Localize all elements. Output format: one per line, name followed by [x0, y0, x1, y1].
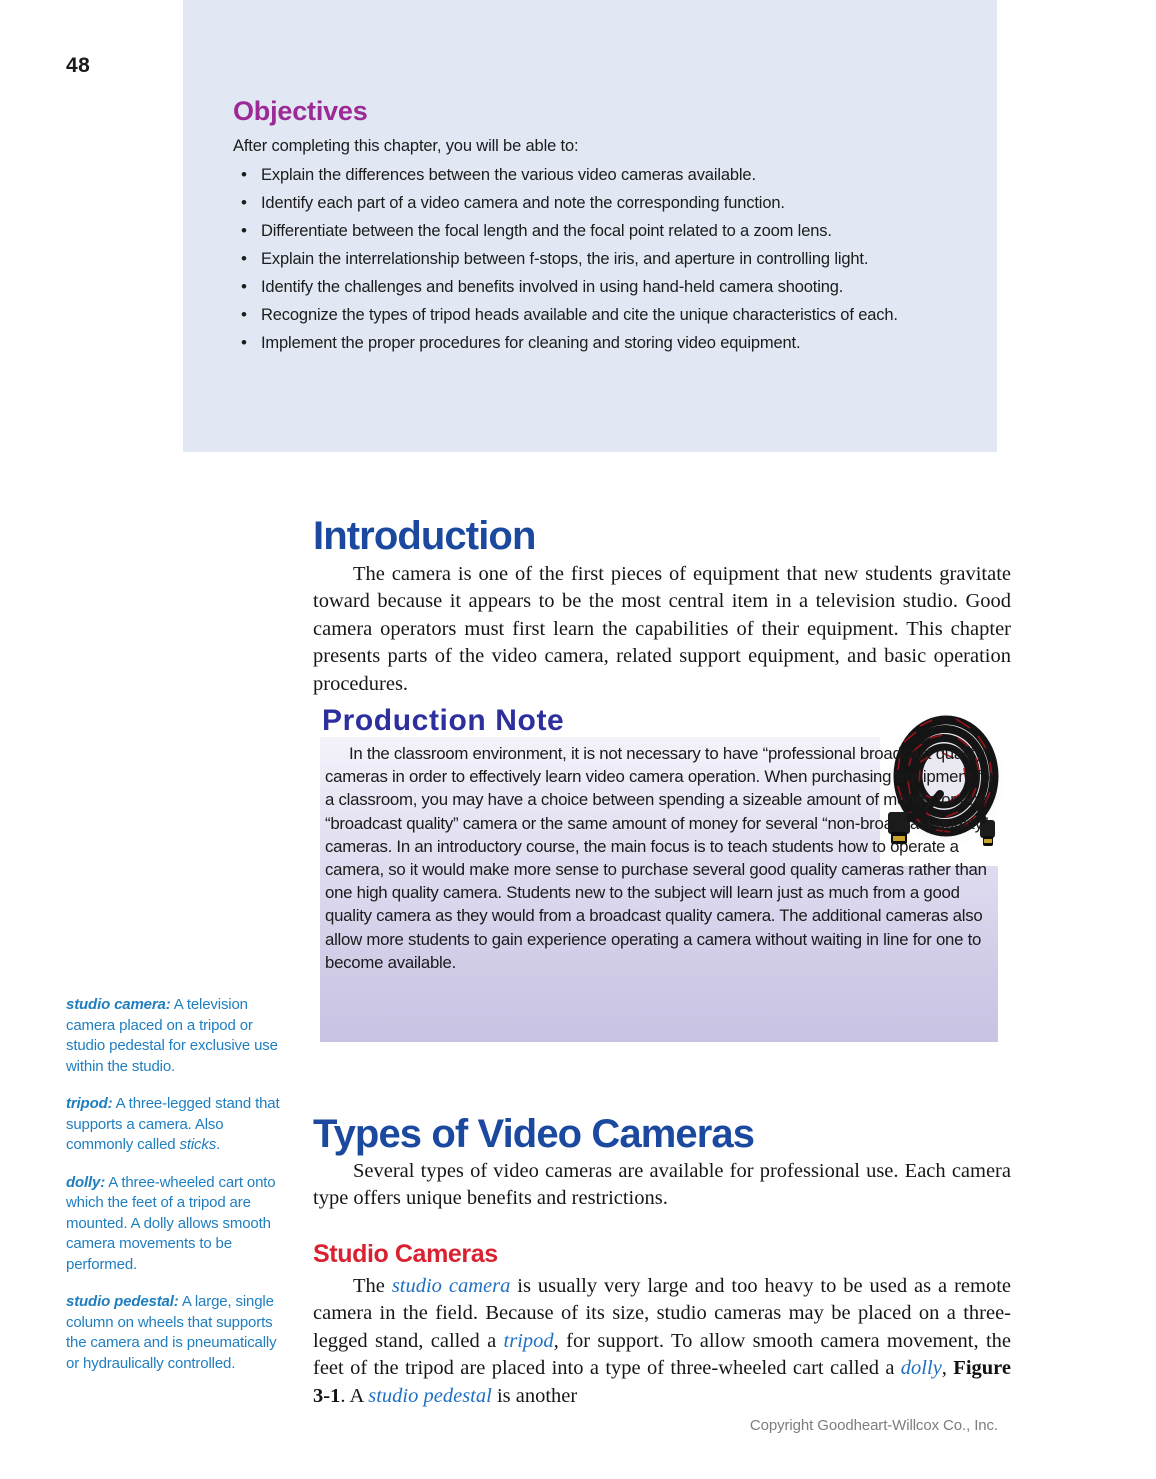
studio-paragraph-part4: ,	[941, 1357, 954, 1379]
glossary-definition-end: .	[216, 1136, 221, 1153]
objective-item-label: Implement the proper procedures for cleaning and storing video equipment.	[261, 334, 801, 352]
bullet-icon: •	[241, 305, 247, 324]
objectives-list	[233, 164, 953, 360]
glossary-definition: A television camera placed on a tripod or studio pedestal for exclusive use within the studio.	[66, 996, 278, 1075]
production-note-heading: Production Note	[322, 704, 565, 737]
studio-cameras-subheading: Studio Cameras	[313, 1239, 498, 1268]
glossary-term: studio pedestal:	[66, 1293, 179, 1310]
bullet-icon: •	[241, 193, 247, 212]
glossary-definition: A three-wheeled cart onto which the feet of a tripod are mounted. A dolly allows smooth camera movements to be performed.	[66, 1173, 276, 1273]
glossary-entry	[66, 1173, 292, 1276]
figure-reference: Figure 3-1	[313, 1357, 1011, 1407]
types-section-paragraph-text: Several types of video cameras are available for professional use. Each camera type offers unique benefits and restrictions.	[313, 1159, 1011, 1209]
objective-item-label: Identify each part of a video camera and note the corresponding function.	[261, 194, 785, 212]
studio-paragraph-part1: The	[353, 1274, 392, 1297]
production-note-paragraph-text: In the classroom environment, it is not necessary to have “professional broadcast quality” cameras in order to effectively learn video camera operation. When purchasing equipment for a classroom, you may have a choice between spending a sizeable amount of money for one “broadcast quality” camera or the same amount of money for several “non-broadcast quality” cameras. In an introductory course, the main focus is to teach students how to operate a camera, so it would make more sense to purchase several good quality cameras rather than one high quality camera. Students new to the subject will learn just as much from a good quality camera as they would from a broadcast quality camera. The additional cameras also allow more students to gain experience operating a camera without waiting in line for one to become available.	[325, 744, 996, 972]
key-term-studio-pedestal: studio pedestal	[368, 1384, 492, 1407]
objective-item	[233, 248, 953, 272]
production-note-paragraph	[325, 742, 997, 974]
glossary-entry	[66, 1094, 292, 1156]
studio-paragraph-part6: is another	[491, 1384, 578, 1407]
glossary-entry	[66, 995, 292, 1077]
objective-item	[233, 164, 953, 188]
page-number: 48	[66, 54, 91, 77]
glossary-term: dolly:	[66, 1173, 106, 1191]
glossary-definition: A large, single column on wheels that supports the camera and is pneumatically or hydraulically controlled.	[66, 1293, 277, 1372]
glossary-entry	[66, 1292, 292, 1374]
objective-item	[233, 276, 953, 300]
objective-item	[233, 220, 953, 244]
types-section-heading: Types of Video Cameras	[313, 1111, 755, 1156]
objective-item-label: Explain the interrelationship between f-stops, the iris, and aperture in controlling light.	[261, 250, 869, 268]
studio-paragraph-part5: . A	[340, 1384, 369, 1407]
objectives-intro-text: After completing this chapter, you will be able to:	[233, 137, 579, 155]
key-term-tripod: tripod	[503, 1329, 554, 1352]
studio-paragraph-part2: is usually very large and too heavy to be used as a remote camera in the field. Because of its size, studio cameras may be placed on a three-legged stand, called a	[313, 1274, 1012, 1352]
bullet-icon: •	[241, 333, 247, 352]
objective-item-label: Differentiate between the focal length and the focal point related to a zoom lens.	[261, 222, 832, 240]
key-term-dolly: dolly	[900, 1357, 942, 1379]
introduction-paragraph	[313, 561, 1011, 699]
margin-glossary	[66, 995, 292, 1391]
objective-item-label: Recognize the types of tripod heads available and cite the unique characteristics of each.	[261, 306, 898, 324]
bullet-icon: •	[241, 277, 247, 296]
key-term-studio-camera: studio camera	[391, 1274, 511, 1297]
bullet-icon: •	[241, 221, 247, 240]
glossary-definition: A three-legged stand that supports a camera. Also commonly called	[66, 1095, 280, 1153]
objectives-heading: Objectives	[233, 96, 368, 126]
objectives-panel	[183, 0, 997, 452]
objective-item	[233, 304, 953, 328]
bullet-icon: •	[241, 249, 247, 268]
glossary-term: studio camera:	[66, 996, 171, 1013]
introduction-heading: Introduction	[313, 513, 536, 558]
objective-item	[233, 192, 953, 216]
types-section-paragraph	[313, 1158, 1011, 1213]
glossary-term: tripod:	[66, 1095, 113, 1112]
objective-item-label: Explain the differences between the various video cameras available.	[261, 166, 756, 184]
studio-cameras-paragraph	[313, 1273, 1011, 1411]
objective-item	[233, 332, 953, 356]
glossary-definition-italic: sticks	[179, 1136, 217, 1153]
footer-copyright: Copyright Goodheart-Willcox Co., Inc.	[749, 1417, 998, 1434]
objective-item-label: Identify the challenges and benefits involved in using hand-held camera shooting.	[261, 278, 844, 296]
introduction-paragraph-text: The camera is one of the first pieces of equipment that new students gravitate toward because it appears to be the most central item in a television studio. Good camera operators must first learn the capabilities of their equipment. This chapter presents parts of the video camera, related support equipment, and basic operation procedures.	[313, 562, 1011, 695]
bullet-icon: •	[241, 165, 247, 184]
studio-paragraph-part3: , for support. To allow smooth camera movement, the feet of the tripod are placed into a type of three-wheeled cart called a	[313, 1329, 1011, 1379]
